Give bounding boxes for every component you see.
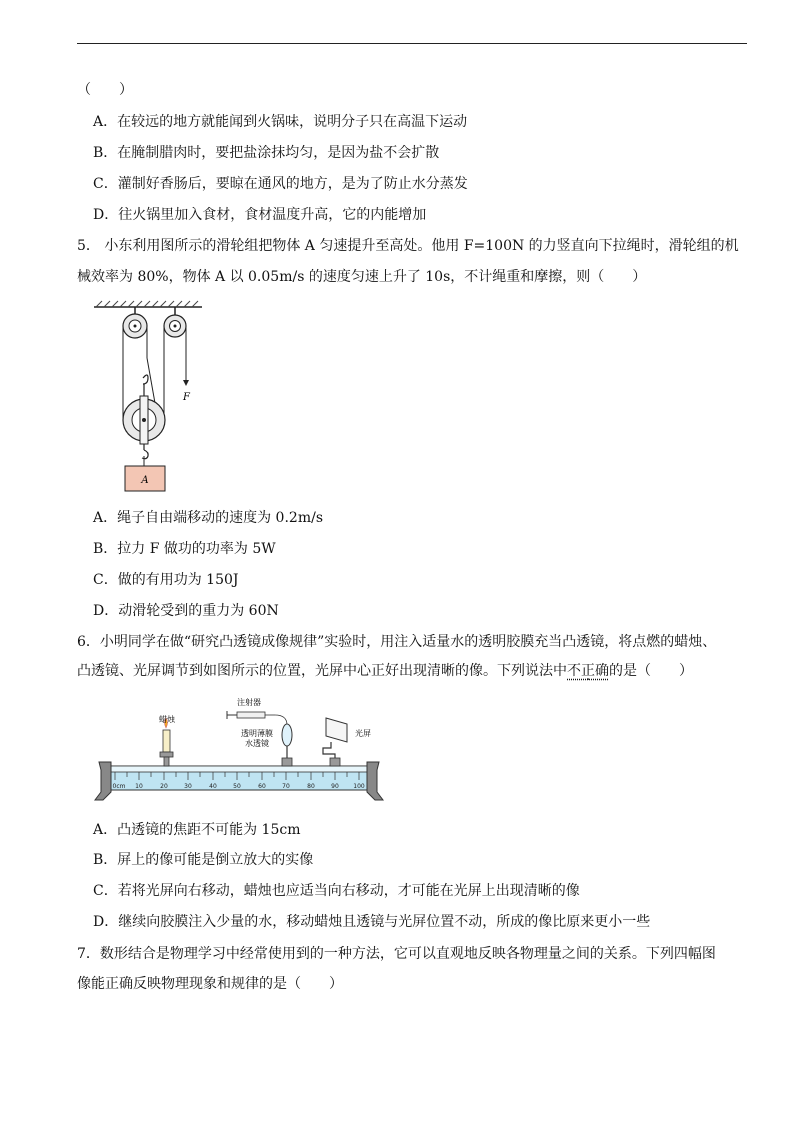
q4-stem-tail: （ ）	[77, 82, 133, 98]
q4-option-d: D．往火锅里加入食材，食材温度升高，它的内能增加	[93, 207, 427, 223]
q5-option-c: C．做的有用功为 150J	[93, 572, 239, 588]
water-lens	[282, 724, 292, 766]
emphasis-not-correct: 不正确	[567, 663, 609, 679]
svg-text:10: 10	[135, 783, 143, 790]
candle-label: 蜡烛	[159, 715, 175, 724]
q5-stem-line1: 5． 小东利用图所示的滑轮组把物体 A 匀速提升至高处。他用 F=100N 的力竖直向下拉绳时，滑轮组的机	[77, 238, 739, 254]
object-a-label: A	[141, 475, 149, 486]
header-rule	[77, 43, 747, 44]
q6-option-c: C．若将光屏向右移动，蜡烛也应适当向右移动，才可能在光屏上出现清晰的像	[93, 883, 580, 899]
svg-text:40: 40	[209, 783, 217, 790]
svg-text:30: 30	[184, 783, 192, 790]
q4-option-b: B．在腌制腊肉时，要把盐涂抹均匀，是因为盐不会扩散	[93, 145, 440, 161]
syringe-label: 注射器	[237, 698, 261, 707]
lens-label-2: 水透镜	[245, 739, 269, 748]
svg-text:70: 70	[282, 783, 290, 790]
q5-option-a: A．绳子自由端移动的速度为 0.2m/s	[93, 510, 324, 526]
q6-stem-line1: 6．小明同学在做“研究凸透镜成像规律”实验时，用注入适量水的透明胶膜充当凸透镜，将点燃的蜡烛、	[77, 634, 717, 650]
q5-option-d: D．动滑轮受到的重力为 60N	[93, 603, 279, 619]
screen-label: 光屏	[355, 729, 371, 738]
q6-stem-line2: 凸透镜、光屏调节到如图所示的位置，光屏中心正好出现清晰的像。下列说法中不正确的是（ ）	[77, 663, 693, 679]
q6-option-a: A．凸透镜的焦距不可能为 15cm	[93, 822, 301, 838]
svg-text:0cm: 0cm	[112, 783, 126, 790]
svg-text:60: 60	[258, 783, 266, 790]
q4-option-c: C．灌制好香肠后，要晾在通风的地方，是为了防止水分蒸发	[93, 176, 468, 192]
q6-option-d: D．继续向胶膜注入少量的水，移动蜡烛且透镜与光屏位置不动，所成的像比原来更小一些	[93, 914, 651, 930]
q7-stem-line1: 7．数形结合是物理学习中经常使用到的一种方法，它可以直观地反映各物理量之间的关系。下列四幅图	[77, 946, 716, 962]
svg-text:80: 80	[307, 783, 315, 790]
candle	[160, 718, 173, 766]
q7-stem-line2: 像能正确反映物理现象和规律的是（ ）	[77, 976, 343, 992]
q4-option-a: A．在较远的地方就能闻到火锅味，说明分子只在高温下运动	[93, 114, 468, 130]
fixed-pulley-left	[123, 307, 147, 338]
light-screen	[323, 718, 347, 766]
pulley-figure	[90, 298, 210, 498]
svg-text:90: 90	[331, 783, 339, 790]
syringe	[227, 711, 287, 725]
svg-text:50: 50	[233, 783, 241, 790]
fixed-pulley-right	[164, 307, 186, 337]
lens-bench-figure	[93, 692, 385, 810]
lens-label-1: 透明薄膜	[241, 729, 273, 738]
svg-text:100: 100	[353, 783, 365, 790]
q5-stem-line2: 械效率为 80%，物体 A 以 0.05m/s 的速度匀速上升了 10s，不计绳重和摩擦，则（ ）	[77, 269, 647, 285]
movable-pulley	[123, 396, 165, 444]
force-label: F	[183, 392, 190, 403]
svg-text:20: 20	[160, 783, 168, 790]
q5-option-b: B．拉力 F 做功的功率为 5W	[93, 541, 276, 557]
q6-option-b: B．屏上的像可能是倒立放大的实像	[93, 852, 314, 868]
